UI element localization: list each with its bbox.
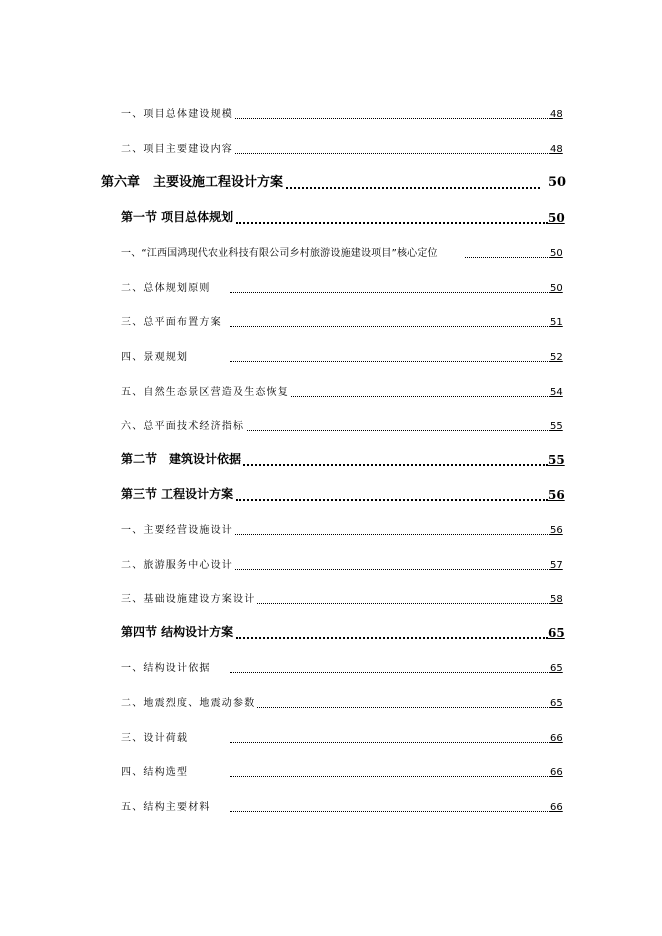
toc-entry[interactable] (0, 345, 662, 365)
toc-entry-page: 65 (550, 663, 563, 674)
toc-entry-page: 66 (550, 802, 563, 813)
toc-entry-page: 54 (550, 387, 563, 398)
toc-section-entry[interactable] (0, 449, 662, 469)
toc-entry-page: 58 (550, 594, 563, 605)
toc-entry-page: 52 (550, 352, 563, 363)
toc-entry[interactable] (0, 518, 662, 538)
toc-section-page: 55 (548, 453, 565, 467)
dot-leader (236, 637, 548, 639)
toc-entry[interactable] (0, 760, 662, 780)
toc-entry[interactable] (0, 276, 662, 296)
toc-entry-page: 66 (550, 767, 563, 778)
toc-entry-page: 50 (550, 283, 563, 294)
toc-section-title: 第四节 结构设计方案 (121, 625, 234, 639)
toc-entry-page: 51 (550, 317, 563, 328)
toc-entry-page: 55 (550, 421, 563, 432)
toc-entry-title: 二、总体规划原则 (121, 279, 213, 294)
toc-chapter-page: 50 (548, 175, 567, 190)
toc-section-entry[interactable] (0, 207, 662, 227)
toc-entry-page: 65 (550, 698, 563, 709)
toc-entry-page: 66 (550, 733, 563, 744)
toc-entry[interactable] (0, 553, 662, 573)
toc-entry[interactable] (0, 241, 662, 261)
dot-leader (230, 569, 550, 570)
toc-section-page: 50 (548, 211, 565, 225)
toc-entry-title: 二、地震烈度、地震动参数 (121, 694, 257, 709)
dot-leader (230, 118, 550, 119)
dot-leader (230, 361, 550, 362)
toc-section-title: 第二节 建筑设计依据 (121, 452, 242, 466)
toc-entry-page: 50 (550, 248, 563, 259)
toc-section-page: 65 (548, 626, 565, 640)
dot-leader (465, 257, 550, 258)
toc-section-title: 第一节 项目总体规划 (121, 210, 234, 224)
toc-entry[interactable] (0, 795, 662, 815)
toc-entry[interactable] (0, 587, 662, 607)
toc-entry-title: 六、总平面技术经济指标 (121, 417, 246, 432)
toc-entry[interactable] (0, 310, 662, 330)
toc-entry[interactable] (0, 380, 662, 400)
toc-chapter-title: 第六章 主要设施工程设计方案 (101, 171, 285, 190)
toc-section-title: 第三节 工程设计方案 (121, 487, 234, 501)
toc-entry-page: 48 (550, 109, 563, 120)
dot-leader (230, 672, 550, 673)
toc-entry-title: 一、结构设计依据 (121, 659, 213, 674)
dot-leader (286, 187, 540, 189)
dot-leader (230, 326, 550, 327)
dot-leader (236, 222, 548, 224)
toc-section-entry[interactable] (0, 484, 662, 504)
toc-entry-title: 五、自然生态景区营造及生态恢复 (121, 383, 291, 398)
toc-entry-page: 48 (550, 144, 563, 155)
toc-entry-title: 一、“江西国鸿现代农业科技有限公司乡村旅游设施建设项目”核心定位 (121, 244, 440, 259)
toc-entry[interactable] (0, 414, 662, 434)
toc-entry-title: 三、总平面布置方案 (121, 313, 224, 328)
dot-leader (230, 153, 550, 154)
dot-leader (236, 464, 548, 466)
toc-entry-title: 四、结构选型 (121, 763, 190, 778)
dot-leader (230, 534, 550, 535)
dot-leader (230, 430, 550, 431)
toc-entry[interactable] (0, 137, 662, 157)
toc-section-page: 56 (548, 488, 565, 502)
dot-leader (230, 742, 550, 743)
toc-entry-title: 一、主要经营设施设计 (121, 521, 235, 536)
toc-entry[interactable] (0, 726, 662, 746)
toc-entry-title: 三、基础设施建设方案设计 (121, 590, 257, 605)
toc-entry-page: 57 (550, 560, 563, 571)
dot-leader (230, 707, 550, 708)
toc-chapter-entry[interactable] (0, 172, 662, 192)
dot-leader (236, 499, 548, 501)
toc-section-entry[interactable] (0, 622, 662, 642)
toc-entry-page: 56 (550, 525, 563, 536)
toc-entry[interactable] (0, 102, 662, 122)
dot-leader (230, 292, 550, 293)
toc-entry-title: 一、项目总体建设规模 (121, 105, 235, 120)
toc-entry-title: 二、旅游服务中心设计 (121, 556, 235, 571)
dot-leader (230, 811, 550, 812)
toc-entry-title: 五、结构主要材料 (121, 798, 213, 813)
toc-entry-title: 三、设计荷载 (121, 729, 190, 744)
toc-entry-title: 二、项目主要建设内容 (121, 140, 235, 155)
toc-entry-title: 四、景观规划 (121, 348, 190, 363)
dot-leader (230, 776, 550, 777)
dot-leader (230, 603, 550, 604)
toc-entry[interactable] (0, 691, 662, 711)
toc-entry[interactable] (0, 656, 662, 676)
